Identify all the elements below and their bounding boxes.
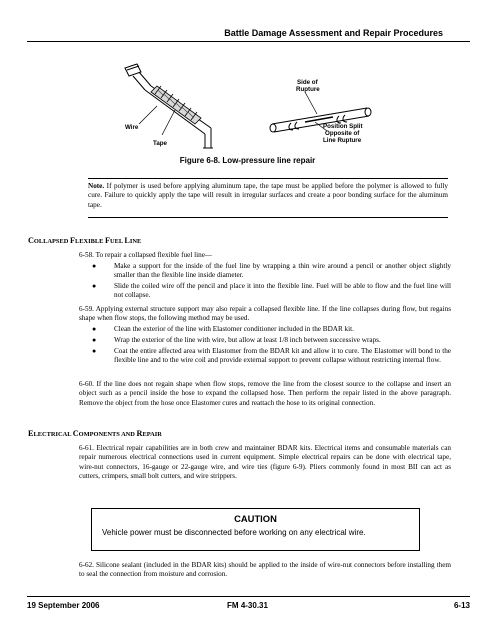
footer-date: 19 September 2006 bbox=[27, 601, 100, 610]
label-line-rupture: Line Rupture bbox=[323, 137, 362, 144]
paragraph-6-59: 6-59. Applying external structure support may also repair a collapsed flexible line. If the line collapses during flow, but regains shape when flow stops, the following method may be used. bbox=[79, 305, 451, 323]
footer-rule bbox=[27, 596, 470, 597]
label-opposite-of: Opposite of bbox=[325, 130, 360, 137]
note-rule-bottom bbox=[88, 217, 448, 218]
header-rule bbox=[27, 41, 470, 42]
paragraph-6-61: 6-61. Electrical repair capabilities are in both crew and maintainer BDAR kits. Electrical items and consumable materials can repair numerous electrical connections used in current equipment. Simple electrical repairs can be done with electrical tape, wire-nut connectors, 16-gauge or 22-gauge wire, and wire ties (figure 6-9). Pliers commonly found in most BII can act as cutters, crimpers, small bolt cutters, and wire strippers. bbox=[79, 444, 451, 480]
footer-page-number: 6-13 bbox=[453, 601, 470, 610]
paragraph-6-62: 6-62. Silicone sealant (included in the BDAR kits) should be applied to the inside of wire-nut connectors before installing them to seal the connection from moisture and corrosion. bbox=[79, 561, 451, 579]
figure-caption: Figure 6-8. Low-pressure line repair bbox=[179, 156, 316, 165]
bullet-text: Clean the exterior of the line with Elastomer conditioner included in the BDAR kit. bbox=[114, 325, 354, 333]
bullet-dot: ● bbox=[92, 325, 97, 333]
label-tape: Tape bbox=[153, 140, 167, 147]
bullet-item bbox=[92, 336, 451, 345]
section-heading-collapsed-line: COLLAPSED FLEXIBLE FUEL LINE bbox=[28, 236, 142, 245]
label-position-split: Position Split bbox=[323, 123, 363, 130]
caution-box bbox=[91, 508, 420, 551]
bullet-text: Make a support for the inside of the fuel line by wrapping a thin wire around a pencil or another object slightly smaller than the flexible line inside diameter. bbox=[114, 262, 451, 280]
bullet-text: Coat the entire affected area with Elastomer from the BDAR kit and allow it to cure. The Elastomer will bond to the flexible line and to the wire coil and provide external support to prevent collapse without restricting internal flow. bbox=[114, 347, 451, 365]
bullet-text: Wrap the exterior of the line with wire, but allow at least 1/8 inch between successive wraps. bbox=[114, 336, 381, 344]
bullet-item bbox=[92, 262, 451, 281]
figure-6-8-illustration bbox=[117, 62, 380, 152]
caution-text: Vehicle power must be disconnected before working on any electrical wire. bbox=[102, 528, 366, 537]
note-text: If polymer is used before applying aluminum tape, the tape must be applied before the polymer is allowed to fully cure. Failure to quickly apply the tape will result in irregular surfaces and create a poor bonding surface for the aluminum tape. bbox=[88, 182, 448, 209]
paragraph-6-58: 6-58. To repair a collapsed flexible fuel line— bbox=[79, 251, 213, 259]
bullet-item bbox=[92, 325, 451, 334]
paragraph-6-60: 6-60. If the line does not regain shape when flow stops, remove the line from the closest source to the collapse and insert an object such as a pencil inside the hose to expand the collapsed hose. Then perform the repair listed in the above paragraph. Remove the object from the hose once Elastomer cures and reattach the hose to its original connection. bbox=[79, 380, 451, 407]
bullet-dot: ● bbox=[92, 347, 97, 355]
bullet-item bbox=[92, 282, 451, 301]
label-rupture: Rupture bbox=[296, 86, 320, 93]
note-rule-top bbox=[88, 178, 448, 179]
bullet-item bbox=[92, 347, 451, 366]
note-label: Note. bbox=[88, 182, 105, 190]
section-heading-electrical: ELECTRICAL COMPONENTS AND REPAIR bbox=[28, 429, 162, 438]
label-side-of: Side of bbox=[297, 79, 318, 86]
caution-title: CAUTION bbox=[234, 513, 277, 524]
note-block bbox=[88, 182, 448, 210]
wrapped-section bbox=[151, 86, 201, 124]
bullet-dot: ● bbox=[92, 282, 97, 290]
footer-manual-number: FM 4-30.31 bbox=[227, 601, 268, 610]
running-header: Battle Damage Assessment and Repair Procedures bbox=[224, 28, 443, 38]
label-wire: Wire bbox=[125, 124, 139, 131]
bullet-dot: ● bbox=[92, 336, 97, 344]
left-fuel-line bbox=[125, 64, 213, 148]
bullet-text: Slide the coiled wire off the pencil and place it into the flexible line. Fuel will be able to flow and the fuel line will not collapse. bbox=[114, 282, 451, 300]
bullet-dot: ● bbox=[92, 262, 97, 270]
